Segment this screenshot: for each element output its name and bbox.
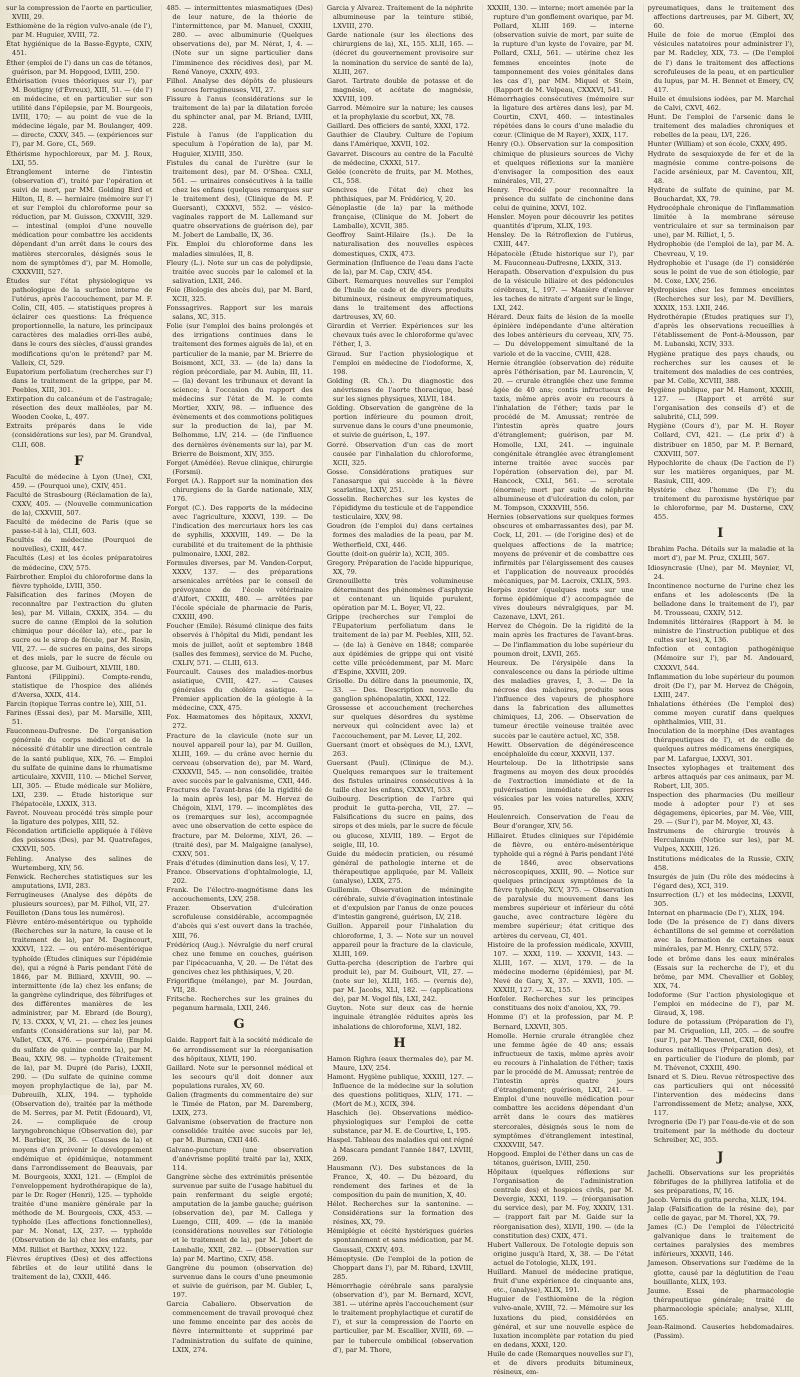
index-entry: Fox. Hæmatomes des hôpitaux, XXXVI, 272. xyxy=(166,713,313,731)
index-entry: Éther (emploi de l') dans un cas de tétanos, guérison, par M. Hopgood, LVIII, 250. xyxy=(6,58,153,76)
section-letter: F xyxy=(74,453,85,469)
index-entry: Herpès zoster (quelques mots sur une forme épidémique d') accompagnée de vives douleurs névralgiques, par M. Cazenave, LXVI, 261. xyxy=(487,586,634,622)
index-column-3 xyxy=(322,4,474,1354)
index-entry: Falsification des farines (Moyen de reconnaître par l'extraction du gluten les), par M. Villain, CXXIX, 354. — du sucre de canne (Emploi de la solution chimique pour décéler la), etc., par le sucre ou le sirop de fécule, par M. Rosin, VII, 27. — de sucres en pains, des sirops et des miels, par le sucre de fécule ou glucose, par M. Guibourt, XLVIII, 180. xyxy=(6,590,153,672)
index-entry: 485. — intermittentes miasmatiques (Des) de leur nature, de la théorie de l'intermittence, par M. Manuel, CXXIII, 280. — avec albuminurie (Quelques observations de), par M. Nérat, I, 4. — (Note sur un signe particulier dans l'imminence des récidives des), par M. René Vanoye, CXXIV, 493. xyxy=(166,4,313,76)
index-entry: Fractures de l'avant-bras (de la rigidité de la main après les), par M. Hervez de Chégoin, XLVI, 179. — incomplètes des os (remarques sur les), accompagnée avec une observation de cette espèce de fracture, par M. Delorme, XLVI, 26. — (traité des), par M. Malgaigne (analyse), CXXV, 501. xyxy=(166,786,313,858)
index-entry: France. Observations d'ophtalmologie, LI, 202. xyxy=(166,867,313,885)
index-entry: Hémorrhagies consécutives (mémoire sur la ligature des artères dans les), par M. Courtin, CXVI, 460. — intestinales répétées dans le cours d'une maladie du cœur. (Clinique de M Rayer), XXIX, 117. xyxy=(487,94,634,140)
index-entry: Fantoni (Filippini). Compte-rendu, statistique de l'hospice des aliénés d'Aversa, XXIX, 414. xyxy=(6,672,153,699)
index-entry: Frigorifique (mélange), par M. Jourdan, VII, 28. xyxy=(166,977,313,995)
index-entry: État hygiénique de la Basse-Égypte, CXIV, 451. xyxy=(6,40,153,58)
index-entry: Ibrahim Pacha. Détails sur la maladie et la mort d'), par M. Pruz, CXLIII, 567. xyxy=(647,545,795,563)
index-entry: Indemnités littéraires (Rapport à M. le ministre de l'instruction publique et des cultes sur les), X, 136. xyxy=(647,618,795,645)
index-entry: Fauconneau-Dufresne. De l'organisation générale du corps médical et de la nécessité d'établir une direction centrale de la santé publique, XIX, 76. — Emploi du sulfate de quinine dans le rhumatisme articulaire, XXVIII, 110. — Michel Server, LII, 305. — Étude médicale sur Molière, LXI, 239. — Étude historique sur l'hépatocèle, LXXIX, 313. xyxy=(6,727,153,808)
index-entry: Gelée (concrète de fruits, par M. Mothes, CL, 558. xyxy=(326,167,474,185)
index-entry: Esthiomène de la région vulvo-anale (de l'), par M. Huguier, XVIII, 72. xyxy=(6,22,153,40)
index-entry: Giraud. Sur l'action physiologique et l'emploi en médecine de l'iodoforme, X, 198. xyxy=(326,349,474,376)
index-entry: Gutta-percha (description de l'arbre qui produit le), par M. Guibourt, VII, 27. — (note sur le), XLIII, 165. — (vernis de), par M. Jacobs, XLI, 182. — (applications de), par M. Vogel fils, LXI, 242. xyxy=(326,958,474,1004)
index-entry: Gaillard. Note sur le personnel médical et les secours qu'il doit donner aux populations rurales, XV, 60. xyxy=(166,1063,313,1090)
index-entry: Hépatocèle (Étude historique sur l'), par M. Fauconneau-Dufresne, LXXIX, 313. xyxy=(487,249,634,267)
index-entry: Hunter (William) et son école, CXXV, 495. xyxy=(647,140,788,149)
index-entry: Grenouillette très volumineuse déterminant des phénomènes d'asphyxie et contenant un liquide purulent, opération par M. L. Boyer, VI, 22. xyxy=(326,576,474,613)
index-entry: Fairbrother. Emploi du chloroforme dans la fièvre typhoïde, LVIII, 350. xyxy=(6,572,153,590)
index-entry: Hensley. De la Rétroflexion de l'utérus, CXIII, 447. xyxy=(487,231,634,249)
index-entry: Forget (C.). Des rapports de la médecine avec l'agriculture, XXXVI, 139. — De l'indication des mercuriaux hors les cas de syphilis, XXXVIII, 149. — De la curabilité et du traitement de la phthisie pulmonaire, LXXI, 282. xyxy=(166,504,313,558)
index-entry: Garcia y Alvarez. Traitement de la néphrite albumineuse par la teinture stibié, LXVIII, 270. xyxy=(326,4,474,31)
index-entry: Faculté de médecine à Lyon (Une), CXI, 459. — (Pourquoi une), CXIV, 451. xyxy=(6,472,153,490)
index-entry: Garde nationale (sur les élections des chirurgiens de la), XL, 155. XLII, 165. — (décret du gouvernement provisoire sur la nomination du service de santé de la), XLIII, 267. xyxy=(326,31,474,76)
index-column-4 xyxy=(482,4,634,1377)
index-entry: Iodoforme (Sur l'action physiologique et l'emploi en médecine de l'), par M. Giraud, X, 198. xyxy=(647,990,795,1018)
index-entry: Inhalations éthérées (De l'emploi des) comme moyen curatif dans quelques ophthalmies, VIII, 31. xyxy=(647,699,795,727)
index-entry: Huile et émulsions iodées, par M. Marchal de Calvi, CXVI, 462. xyxy=(647,94,795,113)
section-letter: G xyxy=(233,1017,246,1033)
index-entry: Fracture de la clavicule (note sur un nouvel appareil pour la), par M. Guillon, XLIII, 169. — du crâne avec hernie du cerveau (observation de), par M. Ward, CXXXVII, 545. — non consolidée, traitée avec succès par le galvanisme, CXII, 446. xyxy=(166,731,313,785)
index-entry: Inspection des pharmacies (Du meilleur mode à adopter pour l') et ses dégagemens, épiceries, par M. Vée, VIII, 29. — (Sur l'), par M. Moyer, XI, 43. xyxy=(647,790,795,827)
index-column-5 xyxy=(643,4,795,1341)
index-entry: Folie (sur l'emploi des bains prolongés et des irrigations continues dans le traitement des formes aiguës de la), et en particulier de la manie, par M. Brierre de Boismont, XCI, 33. — (de la) dans la région précordiale, par M. Aubin, III, 11. — (la) devant les tribunaux et devant la science; à l'occasion du rapport des médecins sur l'état de M. le comte Mortier, XXIV, 98. — influence des évènements et des commotions politiques sur la production de la), par M. Belhomme, LIV, 214. — (de l'influence des dernières évènements sur la), par M. Brierre de Boismont, XIV, 355. xyxy=(166,322,313,458)
index-entry: Hygiène publique, par M. Hamont, XXXIII, 127. — (Rapport et arrêté sur l'organisation des conseils d') et de salubrité, CLI, 599. xyxy=(647,385,795,422)
index-entry: Infection et contagion pathogénique (Mémoire sur l'), par M. Andouard, CXXXVI, 544. xyxy=(647,645,795,672)
index-entry: XXXIII, 130. — interne; mort amenée par la rupture d'un gonflement ovarique, par M. Pollard, XLIII 169. — interne (observation suivie de mort, par suite de la rupture d'un kyste de l'ovaire, par M. Pollard, CXLI, 561. — utérine chez les femmes enceintes (note de tamponnement des voies génitales dans les cas d'), par MM. Miquel et Stein, (Rapport de M. Velpeau, CXXXVI, 541. xyxy=(487,4,634,94)
index-entry: Idiosyncrasie (Une), par M. Meynier, VI, 24. xyxy=(647,563,795,581)
index-entry: Hystérie chez l'homme (De l'); du traitement du paroxisme hystérique par le chloroforme, par M. Dusterne, CXV, 455. xyxy=(647,485,795,522)
index-entry: Étranglement interne de l'intestin (observation d'), traité par l'opération et suivi de mort, par MM. Golding Bird et Hilton, II, 8. — herniaire (mémoire sur l') et sur l'emploi du chloroforme pour sa réduction, par M. Guisson, CXXVIII, 329. — intestinal (emploi d'une nouvelle médication pour combattre les accidents dépendant d'un arrêt dans le cours des matières stercorales, désignés sous le nom de symptômes d'), par M. Homolle, CXXXVIII, 527. xyxy=(6,167,153,276)
index-entry: Génoplastie (de la) par la méthode française, (Clinique de M. Jobert de Lamballe), XCVII, 385. xyxy=(326,204,474,231)
index-entry: Éthérisme hypochloreux, par M. J. Roux, LXI, 55. xyxy=(6,149,153,167)
index-entry: Extirpation du calcanéum et de l'astragale; résection des deux malléoles, par M. Wooden Cooke, L, 497. xyxy=(6,395,153,422)
index-entry: Hydropisies chez les femmes enceintes (Recherches sur les), par M. Devilliers, XXXIX, 153. LXII, 246. xyxy=(647,285,795,313)
index-entry: Heurteloup. De la lithotripsie sans fragmens au moyen des deux procédés de l'extraction immédiate et de la pulvérisation immédiate de pierres vésicales par les voies naturelles, XXIV, 95. xyxy=(487,758,634,813)
index-entry: Henry. Procédé pour reconnaître la présence du sulfate de cinchonine dans celui de quinine, XXVI, 102. xyxy=(487,185,634,213)
index-entry: Hypochlorite de chaux (De l'action de l') sur les matières organiques, par M. Rasiuk, CIII, 409. xyxy=(647,458,795,485)
index-entry: Fièvre entéro-mésentérique ou typhoïde (Recherches sur la nature, la cause et le traitement de la), par M. Dagincourt, XXXVI, 122. — ou entéro-mésentérique typhoïde (Études cliniques sur l'épidémie de), qui a régné à Paris pendant l'été de 1846, par M. Billiard, XXVIII, 90. — intermittente (de la) chez les enfans; de la gangrène cylindrique, des fébrifuges et des différentes manières de les administrer, par M. Ebrard (de Bourg), IV, 13. CXXX, V, VI, 21. — chez les jeunes enfants (Considérations sur la), par M. Vallet, CXX, 476. — puerpérale (Emploi du sulfate de quinine contre la), par M. Beau, XXIV, 98. — typhoïde (Traitement de la), par M. Dupré (de Paris), LXXII, 290. — (Du sulfate de quinine comme moyen prophylactique de la), par M. Dubreuilh, XLIX, 194. — typhoïde (Observation de), traitée par la méthode de M. Serres, par M. Petit (Édouard), VI, 24. — compliquée de croup laryngobronchique (Observation de), par M. Barbier, IX, 36. — (Causes de la) et moyens d'en prévenir le développement endémique et épidémique, notamment dans l'arrondissement de Beauvais, par M. Bourgeois, XXXI, 121. — (Emploi de l'enveloppement hydrothérapique de la), par le Dr. Roger (Henri), 125. — typhoïde traitée d'une manière générale par la méthode de M. Bourgeois, CXX, 453. — typhoïde (Les affections fonctionnelles), par M. Nonat, LX, 237. — typhoïde (Observation de la) chez les enfants, par MM. Rilliet et Barthez, XXXV, 122. xyxy=(6,918,153,1254)
index-entry: Huillard. Manuel de médecine pratique, fruit d'une expérience de cinquante ans, etc., (analyse), XLIX, 191. xyxy=(487,1268,634,1295)
index-entry: Gorré. Observation d'un cas de mort causée par l'inhalation du chloroforme, XCII, 325. xyxy=(326,440,474,467)
index-column-2 xyxy=(161,4,313,1354)
index-entry: Insurgés de juin (Du rôle des médecins à l'égard des), XCI, 319. xyxy=(647,872,795,890)
index-entry: Iodures métalliques (Préparation des), et en particulier de l'iodure de plomb, par M. Thévenot, CXXIII, 490. xyxy=(647,1045,795,1072)
index-entry: Grippe (recherches sur l'emploi de l'Eupatorium perfoliatum dans le traitement de la) par M. Peebles, XIII, 52. — (de la) à Genève en 1848; comparée aux épidémies de grippe qui ont visité cette ville précédemment, par M. Marc d'Espine, XXVIII, 209. xyxy=(326,613,474,676)
index-entry: Goudron (de l'emploi du) dans certaines formes des maladies de la peau, par M. Wetherfield, CXI, 446. xyxy=(326,522,474,549)
index-entry: Internat en pharmacie (De l'), XLIX, 194. xyxy=(647,909,785,918)
index-entry: Garcia Cabaliero. Observation de commencement de travail provoqué chez une femme enceinte par des accès de fièvre intermittente et supprimé par l'administration du sulfate de quinine, LXIX, 274. xyxy=(166,1300,313,1354)
index-entry: Fissure à l'anus (considérations sur le traitement de la) par la dilatation forcée du sphincter anal, par M. Briand, LVIII, 228. xyxy=(166,94,313,131)
index-entry: Fourcault. Causes des maladies-morbus asiatique, CVIII, 427. — Causes générales du choléra asiatique. — Premier application de la géologie à la médecine, CXX, 475. xyxy=(166,667,313,713)
index-entry: Frazer. Observation d'ulcération scrofuleuse considérable, accompagnée d'abcès qui s'est ouvert dans la trachée, XIII, 76. xyxy=(166,904,313,940)
index-entry: Fièvres éruptives (Des) et des affections fébriles et de leur utilité dans le traitement de la), CXXII, 446. xyxy=(6,1254,153,1281)
index-entry: Gosse. Considérations pratiques sur l'anasarque qui succède à la fièvre scarlatine, LXIV, 251. xyxy=(326,467,474,494)
index-entry: Hubert Valleroux. De l'otologie depuis son origine jusqu'à Itard, X, 38. — De l'état actuel de l'otologie, XLIX, 191. xyxy=(487,1240,634,1267)
index-entry: Faculté de Strasbourg (Réclamation de la), CXXV, 405. — (Nouvelle communication de la), CXXVIII, 507. xyxy=(6,490,153,517)
index-entry: Guersant (mort et obsèques de M.), LXVI, 263. xyxy=(326,740,474,758)
index-entry: Fistules du canal de l'urètre (sur le traitement des), par M. O'Shea. CXLI, 561. — urinaires consécutives à la taille chez les enfans (quelques remarques sur le traitement des), (Clinique de M. P. Guersant), CXXXVI, 552. — vésico-vaginales rapport de M. Lallemand sur quatre observations de guérison de), par M. Jobert de Lamballe, IX, 36. xyxy=(166,158,313,240)
index-entry: Hémorrhagie cérébrale sans paralysie (observation d'), par M. Bernard, XCVI, 381. — utérine après l'accouchement (sur le traitement prophylactique et curatif de l'), et sur la compression de l'aorte en particulier, par M. Escallier, XVIII, 69. — par le tubercule ombilical (observation d'), par M. Thore, xyxy=(326,1281,474,1354)
index-entry: Hamon Righra (eaux thermales de), par M. Maure, LXV, 254. xyxy=(326,1054,474,1072)
index-entry: Jalap (Falsification de la résine de), par celle de gayac, par M. Thorel, XX, 79. xyxy=(647,1204,795,1222)
index-entry: Geoffroy Saint-Hilaire (Is.). De la naturalisation des nouvelles espèces domestiques, CXIX, 473. xyxy=(326,231,474,258)
index-entry: Galvanisme (observation de fracture non consolidée traitée avec succès par le), par M. Burman, CXII 446. xyxy=(166,1118,313,1145)
index-entry: Fonssagrives. Rapport sur les marais salans, XC, 315. xyxy=(166,304,313,322)
index-entry: Homolle. Hernie crurale étranglée chez une femme âgée de 40 ans; essais infructueux de taxis, même après avoir eu recours à l'inhalation de l'éther; taxis par le procédé de M. Amussat; rentrée de l'intestin après quatre jours d'étranglement; guérison, LXI, 241. — Emploi d'une nouvelle médication pour combattre les accidens dépendant d'un arrêt dans le cours des matières stercorales, désignés sous le nom de symptômes d'étranglement intestinal, CXXXVIII, 547. xyxy=(487,1031,634,1149)
index-entry: Guide du médecin praticien, ou résumé général de pathologie interne et de thérapeutique appliquée, par M. Valleix (analyse), LXIX, 275. xyxy=(326,849,474,885)
index-entry: Hensler. Moyen pour découvrir les petites quantités d'iprum, XLIX, 193. xyxy=(487,213,634,231)
index-entry: Haspel. Tableau des maladies qui ont régné à Mascara pendant l'année 1847, LXVIII, 269. xyxy=(326,1136,474,1163)
index-entry: Hôpitaux (quelques réflexions sur l'organisation de l'administration centrale des) et hospices civils, par M. Devergie, XXXI, 119. — (réorganisation du service des), par M. Foy, XXXIV, 131. — (rapport fait par M. Gaide sur la réorganisation des), XLVII, 190. — (de la constitution des) CXIX, 471. xyxy=(487,1168,634,1240)
index-entry: Iode (De la présence de l') dans divers échantillons de sel gemme et corrélation avec la formation de certaines eaux minérales, par M. Henry, CXLIV, 572. xyxy=(647,918,795,954)
index-entry: Homme (l') et la profession, par M. P. Bernard, LXXVII, 305. xyxy=(487,1013,634,1031)
index-entry: Iode et brôme dans les eaux minérales (Essais sur la recherche de l'), et du brôme, par MM. Chevallier et Gobley, XIX, 74. xyxy=(647,954,795,990)
index-column-1 xyxy=(6,4,153,1281)
index-entry: Hydrate de sesquioxyde de fer et de la magnésie comme contre-poisons de l'acide arsénieux, par M. Caventou, XII, 48. xyxy=(647,149,795,185)
index-entry: Insectes xylophages et traitement des arbres attaqués par ces animaux, par M. Robert, LII, 305. xyxy=(647,763,795,790)
section-letter: J xyxy=(717,1149,725,1165)
index-entry: Foie (Biologie des abcès du), par M. Bard, XCII, 325. xyxy=(166,285,313,303)
index-entry: Feuilleton (Dans tous les numéros). xyxy=(6,909,125,918)
section-letter: I xyxy=(717,526,725,542)
index-entry: Fistule à l'anus (de l'application du speculum à l'opération de la), par M. Huguier, XLVIII, 350. xyxy=(166,131,313,158)
index-entry: Fécondation artificielle appliquée à l'élève des poissons (Des), par M. Quatrefages, CXXVII, 505. xyxy=(6,827,153,854)
index-entry: Hémiplégie et cécité hystériques guéries spontanément et sans médication, par M. Gaussail, CXXIV, 493. xyxy=(326,1227,474,1254)
index-entry: Formules diverses, par M. Vanden-Corput, XXXV, 137. — des préparations arsenicales arrêtées par le conseil de prévoyance de l'école vétérinaire d'Alfort, CXXIII, 480. — arrêtées par l'école spéciale de pharmacie de Paris, CXXIII, 490. xyxy=(166,558,313,622)
index-entry: Hillairet. Études cliniques sur l'épidémie de fièvre, ou entéro-mésentérique typhoïde qui a régné à Paris pendant l'été de 1846, avec observations nécroscopiques, XXIII, 90. — Notice sur quelques principaux symptômes de la fièvre typhoïde, XCV, 375. — Observation de paralysie du mouvement dans les membres supérieur et inférieur du côté gauche, avec contracture légère du membre supérieur; état critique des artères du cerveau, CI, 401. xyxy=(487,831,634,940)
index-entry: Grossesse et accouchement (recherches sur quelques désordres du système nerveux qui coïncident avec la) et l'accouchement, par M. Lever, LI, 202. xyxy=(326,704,474,740)
index-entry: Galvano-puncture (une observation d'anévrisme poplité traité par la), XXIX, 114. xyxy=(166,1145,313,1172)
index-entry: Fenwick. Recherches statistiques sur les amputations, LVII, 283. xyxy=(6,872,153,890)
index-entry: Haschich (le). Observations médico-physiologiques sur l'emploi de cette substance, par M. E. de Courtive, L, 195. xyxy=(326,1109,474,1136)
index-entry: Hœfeler. Recherches sur les principes constituans des noix d'anoiou, XX, 79. xyxy=(487,995,634,1013)
index-entry: Jameson. Observations sur l'œdème de la glotte, causé par la déglutition de l'eau bouillante, XLIX, 193. xyxy=(647,1259,795,1286)
index-entry: Faculté de médecine de Paris (que se passe-t-il à la), CLII, 603. xyxy=(6,518,153,536)
index-entry: Gosselin. Recherches sur les kystes de l'épididyme du testicule et de l'appendice testiculaire, XXV, 98. xyxy=(326,495,474,522)
index-entry: Hémoptysie. (De l'emploi de la potion de Choppart dans l'), par M. Ribard, LXVIII, 285. xyxy=(326,1254,474,1281)
index-entry: Frank. De l'électro-magnétisme dans les accouchements, LXV, 258. xyxy=(166,886,313,904)
index-entry: Favrot. Nouveau procédé très simple pour la ligature des polypes, XIII, 52. xyxy=(6,809,153,827)
index-entry: Facultés de médecine (Pourquoi de nouvelles), CXIII, 447. xyxy=(6,536,153,554)
index-entry: Guillon. Appareil pour l'inhalation du chloroforme, I, 3. — Note sur un nouvel appareil pour la fracture de la clavicule, XLIII, 169. xyxy=(326,922,474,958)
index-entry: Huguier de l'esthiomène de la région vulvo-anale, XVIII, 72. — Mémoire sur les luxations du pied, considérées en général, et sur une nouvelle espèce de luxation incomplète par rotation du pied en dedans, XXXI, 120. xyxy=(487,1295,634,1349)
index-entry: Gencives (de l'état de) chez les phthisiques, par M. Frédéricq, V, 20. xyxy=(326,185,474,203)
index-entry: Girardin et Verrier. Expériences sur les chevaux tués avec le chloroforme qu'avec l'éther, I, 3. xyxy=(326,322,474,349)
index-entry: Grisolle. Du délire dans la pneumonie, IX, 33. — Des. Description nouvelle du ganglion sphénopalatin, XXXI, 122. xyxy=(326,676,474,704)
index-entry: Gauthier de Claubry. Culture de l'opium dans l'Amérique, XXVII, 102. xyxy=(326,131,474,149)
index-entry: Herapath. Observation d'expulsion du pus de la vésicule biliaire et des pédoncules cérébraux, L, 197. — Manière d'enlever les taches de nitrate d'argent sur le linge, LXI, 242. xyxy=(487,267,634,313)
index-entry: Hernie étranglée (observation de) réduite après l'éthérisation, par M. Laurencin, V, 20. — crurale étranglée chez une femme âgée de 40 ans; contis infructueux de taxis, même après avoir eu recours à l'inhalation de l'éther; taxis par le procédé de M. Amussat; rentrée de l'intestin après quatre jours d'étranglement; guérison, par M. Homolle, LXI, 241. — inguinale congénitale étranglée avec étranglement interne traitée avec succès par l'opération (observation de), par M. Hancock, CXLI, 561. — scrotale (énorme); mort par suite de néphrite albumineuse et d'ulcération du colon, par M. Tompson, CXXXVIII, 556. xyxy=(487,358,634,513)
index-entry: Hausmann (V.). Des substances de la France, X, 40. — Du bézoard, du rendement des farines et de la composition du pain de munition, X, 40. xyxy=(326,1163,474,1199)
index-entry: sur la compression de l'aorte en particulier, XVIII, 29. xyxy=(6,4,153,22)
index-entry: Fix. Emploi du chloroforme dans les maladies simulées, II, 8. xyxy=(166,240,313,258)
index-entry: Jacob. Vernis du gutta percha, XLIX, 194. xyxy=(647,1195,787,1204)
index-entry: Heureux. De l'érysipèle dans la convalescence ou dans la période ultime des maladies graves, I, 3. — De la nécrose des mâchoires, produite sous l'influence des vapeurs de phosphore dans la fabrication des allumettes chimiques, LI, 206. — Observation de tumeur érectile veineuse traitée avec succès par le cautère actuel, XC, 358. xyxy=(487,658,634,740)
index-entry: Hydrate de sulfate de quinine, par M. Bouchardat, XX, 79. xyxy=(647,185,795,203)
index-entry: Golding. Observation de gangrène de la portion inférieure du poumon droit, survenue dans le cours d'une pneumonie, et suivie de guérison, L, 197. xyxy=(326,404,474,440)
index-entry: Hygiène pratique des pays chauds, ou recherches sur les causes et le traitement des maladies de ces contrées, par M. Celle, XCVIII, 388. xyxy=(647,349,795,385)
index-entry: Inoculation de la morphine (Des avantages thérapeutiques de l'), et de celle de quelques autres médicamens énergiques, par M. Lafargue, LXXVI, 301. xyxy=(647,727,795,763)
index-entry: Jaume. Essai de pharmacologie thérapeutique générale; traité de pharmacologie spéciale; analyse, XLIII, 165. xyxy=(647,1286,795,1323)
index-entry: Filhol. Analyse des dépôts de plusieurs sources ferrugineuses, VII, 27. xyxy=(166,76,313,94)
index-entry: Guibourg. Description de l'arbre qui produit le gutta-percha, VII, 27. — Falsifications du sucre en pains, des sirops et des miels, par le sucre de fécule ou glucose, XLVIII, 189. — Ergot de seigle, III, 10. xyxy=(326,795,474,849)
index-entry: Forget (A.). Rapport sur la nomination des chirurgiens de la Garde nationale, XLV, 176. xyxy=(166,476,313,504)
index-entry: Facultés (Les) et les écoles préparatoires de médecine, CXV, 575. xyxy=(6,554,153,572)
index-entry: Golding (R. Ch.). Du diagnostic des anévrismes de l'aorte thoracique, basé sur les signes physiques, XLVII, 184. xyxy=(326,376,474,404)
index-entry: Histoire de la profession médicale, XXVIII, 107. — XXXI, 119. — XXXVII, 143. — XLIII, 167. — XLVI, 179. — de la médecine moderne (épidémies), par M. Nevé de Gary, X, 37. — XXVII, 105. — XXXIII, 127. — XL, 155. xyxy=(487,940,634,995)
index-entry: James (C.) De l'emploi de l'électricité galvanique dans le traitement de certaines paralysies des membres inférieurs, XXXVII, 146. xyxy=(647,1223,795,1259)
index-entry: Henry (O.). Observation sur la composition chimique de plusieurs sources de Vichy et quelques réflexions sur la manière d'envisager la composition des eaux minérales, VII, 27. xyxy=(487,140,634,185)
index-entry: Hewitt. Observation de dégénérescence encéphaloïde du cœur, XXXVII, 137. xyxy=(487,740,634,758)
index-entry: Gavarret. Discours au centre de la Faculté de médecine, CXXXI, 517. xyxy=(326,149,474,167)
index-entry: Frais d'études (diminution dans les), V, 17. xyxy=(166,858,310,867)
index-columns xyxy=(6,4,795,1377)
index-entry: Institutions médicales de la Russie, CXIV, 458. xyxy=(647,854,795,872)
index-entry: Extraits préparés dans le vide (considérations sur les), par M. Grandval, CLII, 608. xyxy=(6,422,153,449)
index-entry: Guillemin. Observation de méningite cérébrale, suivie d'évagination intestinale et d'expulsion par l'anus de onze pouces d'intestin gangrené, guérison, LV, 218. xyxy=(326,886,474,922)
index-entry: Hydrophobie et l'usage (de l') considérée sous le point de vue de son étiologie, par M. Coxe, LXV, 256. xyxy=(647,258,795,285)
index-entry: Hérard. Deux faits de lésion de la moelle épinière indépendante d'une altération des lobes antérieurs du cerveau, XIV, 75. — Du développement simultané de la variole et de la vaccine, CVIII, 428. xyxy=(487,313,634,358)
index-entry: Jachelli. Observations sur les propriétés fébrifuges de la phillyrea latifolia et de ses préparations, IV, 16. xyxy=(647,1168,795,1195)
index-entry: pyreumatiques, dans le traitement des affections dartreuses, par M. Gibert, XV, 60. xyxy=(647,4,795,31)
index-entry: Forget (Amédée). Revue clinique, chirurgie (Forsmi). xyxy=(166,458,313,476)
index-entry: Garot. Tartrate double de potasse et de magnésie, et acétate de magnésie, XXVIII, 109. xyxy=(326,76,474,103)
index-entry: Hamont. Hygiène publique, XXXIII, 127. — Influence de la médecine sur la solution des questions politiques, XLIV, 171. — (Mort de M.), XCIX, 394. xyxy=(326,1072,474,1109)
index-entry: Hélot. Recherches sur la santonine. — Considérations sur la formation des résines, XX, 79. xyxy=(326,1200,474,1227)
index-entry: Jean-Raimond. Causeries hebdomadaires. (Passim). xyxy=(647,1323,795,1341)
index-entry: Germination (Influence de l'eau dans l'acte de la), par M. Cap, CXIV, 454. xyxy=(326,258,474,276)
index-entry: Gaide. Rapport fait à la société médicale de 6e arrondissement sur la réorganisation des hôpitaux, XLVII, 190. xyxy=(166,1036,313,1063)
index-entry: Farines (Essai des), par M. Marsille, XIII, 51. xyxy=(6,709,153,727)
index-entry: Frédéricq (Aug.). Névralgie du nerf crural chez une femme en couches, guérison par l'ipécacuanha, V, 20. — De l'état des gencives chez les phthisiques, V, 20. xyxy=(166,940,313,976)
index-entry: Eupatorium perfoliatum (recherches sur l') dans le traitement de la grippe, par M. Peebles, XIII, 301. xyxy=(6,367,153,394)
index-entry: Hygiène (Cours d'), par M. H. Royer Collard, CVI, 421. — (Le prix d') à distribuer en 1850, par M. P. Bernard, CXXVIII, 507. xyxy=(647,422,795,458)
index-entry: Ferrugineuses (Analyse des dépôts de plusieurs sources), par M. Filhol, VII, 27. xyxy=(6,890,153,908)
index-entry: Huile de foie de morue (Emploi des vésicules natatoires pour administrer l'), par M. Radcley, XIX, 73. — (De l'emploi de l') dans le traitement des affections scrofuleuses de la peau, et en particulier du lupus, par M. H. Bennet et Emery, CV, 417. xyxy=(647,31,795,94)
index-entry: Hopgood. Emploi de l'éther dans un cas de tétanos, guérison, LVIII, 250. xyxy=(487,1149,634,1167)
index-entry: Isnard et S. Dieu. Revue rétrospective des cas particuliers qui ont nécessité l'intervention des médecins dans l'arrondissement de Metz; analyse, XXX, 117. xyxy=(647,1072,795,1118)
index-entry: Huile de cade (Remarques nouvelles sur l'), et de divers produits bitumineux, résineux, em- xyxy=(487,1349,634,1377)
index-entry: Iodure de potassium (Préparation de l'), par M. Criquelion, LII, 205. — de soufre (sur l'), par M. Thevenot, CXII, 606. xyxy=(647,1018,795,1045)
index-entry: Fritsche. Recherches sur les graines du peganum harmala, LXII, 246. xyxy=(166,995,313,1013)
index-entry: Gaillard. Des officiers de santé, XXXI, 172. xyxy=(326,122,470,131)
index-entry: Heulenreich. Conservation de l'eau de Beur d'oranger, XIV, 56. xyxy=(487,813,634,831)
index-entry: Inflammation du lobe supérieur du poumon droit (De l'), par M. Hervez de Chégoin, LXIII, 247. xyxy=(647,672,795,699)
index-entry: Instrumens de chirurgie trouvés à Herculanum (Notice sur les), par M. Vulpes, XXXIII, 126. xyxy=(647,827,795,854)
index-entry: Études sur l'état physiologique vs pathologique de la surface interne de l'utérus, après l'accouchement, par M. F. Colin, CII, 405. — statistiques propres à éclairer ces questions: La fréquence proportionnelle, la nature, les principaux caractères des maladies orri-îles aubé, dans le cours des siècles, d'aussi grandes modifications qu'on le prétend? par M. Valleix, CI, 529. xyxy=(6,276,153,367)
index-entry: Guyton. Note sur deux cas de hernie inguinale étranglée réduites après les inhalations de chloroforme, XLVI, 182. xyxy=(326,1004,474,1031)
index-entry: Hydrocéphale chronique de l'inflammation limitée à la membrane séreuse ventriculaire et sur sa terminaison par une), par M. Rilliet, I, 5. xyxy=(647,204,795,240)
index-entry: Gangrène sèche des extrémités présentée survenue par suite de l'usage habituel du pain renfermant du seigle ergoté; amputation de la jambe gauche; guérison (observation de), par M. Callega y Luengo, CIII, 409. — (de la maniée (considérations nouvelles sur l'étiologie et le traitement de la), par M. Jobert de Lamballe, XXII, 282. — (Observation sur la) par M. Martino, CXIV, 458. xyxy=(166,1172,313,1263)
index-entry: Hervez de Chégoin. De la rigidité de la main après les fractures de l'avant-bras. — De l'inflammation du lobe supérieur du poumon droit, LXVII, 265. xyxy=(487,622,634,658)
index-entry: Gangrène du poumon (observation de) survenue dans le cours d'une pneumonie et suivie de guérison, par M. Gubler, L, 197. xyxy=(166,1263,313,1300)
index-entry: Guersant (Paul). (Clinique de M.). Quelques remarques sur le traitement des fistules urinaires consécutives à la taille chez les enfans, CXXXVI, 553. xyxy=(326,758,474,795)
index-entry: Hydrophobie (de l'emploi de la), par M. A. Chevreau, V, 19. xyxy=(647,240,795,258)
section-letter: H xyxy=(393,1035,407,1051)
index-entry: Incontinence nocturne de l'urine chez les enfans et les adolescents (De la belladone dans le traitement de l'), par M. Trousseau, CXXIV, 512. xyxy=(647,581,795,617)
index-entry: Garrod. Mémoire sur la nature; les causes et la prophylaxie du scorbut, XX, 78. xyxy=(326,104,474,122)
index-entry: Éthérisation (vues théoriques sur l'), par M. Boutigny (d'Évreux), XIII, 51. — (de l') en médecine, et en particulier sur son utilité dans l'épilepsie, par M. Bourgeois, LVIII, 170; — au point de vue de la médecine légale, par M. Boulanger, 409. — directe, CXXV, 345. — (expériences sur l'), par M. Gore, CL, 569. xyxy=(6,76,153,149)
index-entry: Galien (fragments du commentaire de) sur le Timée de Platon, par M. Daremberg, LXIX, 273. xyxy=(166,1090,313,1118)
index-entry: Hernies (observations sur quelques formes obscures et embarrassantes des), par M. Cock, LI, 201. — (de l'origine des) et de quelques affections de la matrice; moyens de prévenir et de combattre ces infirmités par l'élargissement des causes et l'application de nouveaux procédés mécaniques, par M. Lacroix, CXLIX, 593. xyxy=(487,513,634,585)
index-entry: Farcin (topique Terras contre le), XIII, 51. xyxy=(6,699,147,708)
index-entry: Insurrection (L') et les médecins, LXXVII, 305. xyxy=(647,890,795,908)
index-entry: Gibert. Remarques nouvelles sur l'emploi de l'huile de cade et de divers produits bitumineux, résineux empyreumatiques, dans le traitement des affections dartreuses, XV, 60. xyxy=(326,276,474,322)
index-entry: Ivrognerie (De l') par l'eau-de-vie et de son traitement par la méthode du docteur Schreiber, XC, 355. xyxy=(647,1118,795,1145)
index-entry: Foucher (Emile). Résumé clinique des faits observés à l'hôpital du Midi, pendant les mois de juillet, août et septembre 1848 (salles des femmes), service de M. Puche, CXLIV, 571. — CLIII, 613. xyxy=(166,622,313,667)
index-entry: Hydrothérapie (Études pratiques sur l'), d'après les observations recueillies à l'établissement de Pont-à-Mousson, par M. Lubanski, XCIV, 333. xyxy=(647,313,795,349)
index-entry: Goutte (doit-on guérir la), XCII, 305. xyxy=(326,549,450,558)
index-entry: Fleury (L.). Note sur un cas de polydipsie, traitée avec succès par le calomel et la salivation, LXII, 246. xyxy=(166,258,313,285)
index-entry: Hunt. De l'emploi de l'arsenic dans le traitement des maladies chroniques et rebelles de la peau, LVI, 226. xyxy=(647,113,795,140)
index-entry: Fehling. Analyse des salines de Wurtemberg, XIV, 56. xyxy=(6,854,153,872)
index-entry: Gregory. Préparation de l'acide hippurique, XX, 79. xyxy=(326,558,474,576)
